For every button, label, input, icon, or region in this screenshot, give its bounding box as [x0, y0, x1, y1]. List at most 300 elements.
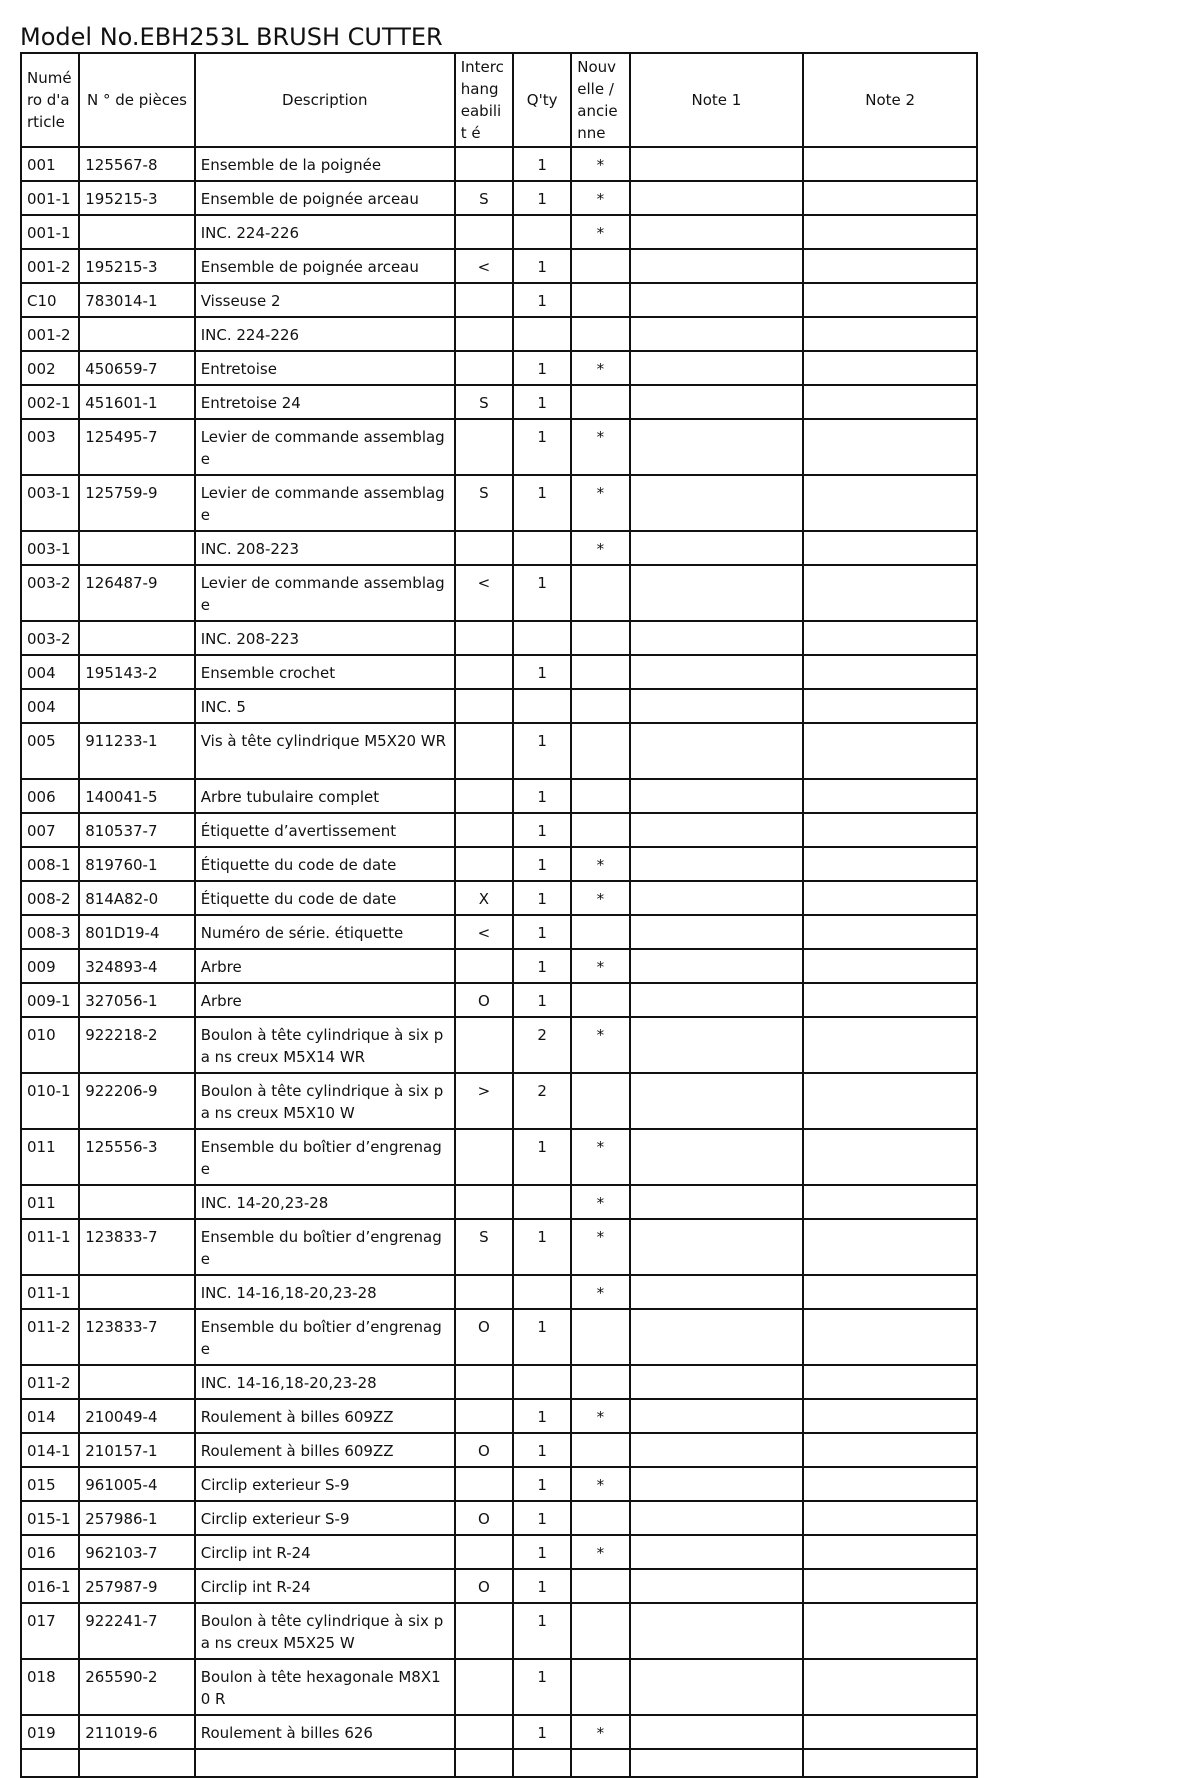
part-number-cell — [79, 1749, 194, 1777]
note-1-cell — [630, 147, 804, 181]
note-2-cell — [803, 847, 977, 881]
note-2-cell — [803, 283, 977, 317]
interchangeability-cell — [455, 779, 513, 813]
part-number-cell: 911233-1 — [79, 723, 194, 779]
description-cell: Ensemble du boîtier d’engrenag e — [195, 1309, 455, 1365]
quantity-cell: 1 — [513, 655, 571, 689]
quantity-cell — [513, 1275, 571, 1309]
part-number-cell: 451601-1 — [79, 385, 194, 419]
description-cell: INC. 14-16,18-20,23-28 — [195, 1275, 455, 1309]
article-number-cell: 016-1 — [21, 1569, 79, 1603]
interchangeability-cell: S — [455, 181, 513, 215]
note-1-cell — [630, 215, 804, 249]
table-row — [21, 1129, 977, 1185]
article-number-cell: 018 — [21, 1659, 79, 1715]
quantity-cell: 1 — [513, 385, 571, 419]
description-cell: Ensemble de la poignée — [195, 147, 455, 181]
part-number-cell: 810537-7 — [79, 813, 194, 847]
new-old-cell — [571, 1749, 629, 1777]
article-number-cell: 001-2 — [21, 317, 79, 351]
note-1-cell — [630, 1219, 804, 1275]
new-old-cell — [571, 283, 629, 317]
note-1-cell — [630, 1275, 804, 1309]
note-2-cell — [803, 949, 977, 983]
part-number-cell — [79, 531, 194, 565]
note-1-cell — [630, 949, 804, 983]
note-1-cell — [630, 565, 804, 621]
description-cell: Vis à tête cylindrique M5X20 WR — [195, 723, 455, 779]
new-old-cell: * — [571, 881, 629, 915]
interchangeability-cell — [455, 655, 513, 689]
new-old-cell: * — [571, 847, 629, 881]
quantity-cell: 1 — [513, 847, 571, 881]
quantity-cell: 2 — [513, 1017, 571, 1073]
quantity-cell: 1 — [513, 983, 571, 1017]
new-old-cell: * — [571, 1535, 629, 1569]
interchangeability-cell — [455, 283, 513, 317]
interchangeability-cell: < — [455, 249, 513, 283]
part-number-cell: 140041-5 — [79, 779, 194, 813]
note-2-cell — [803, 655, 977, 689]
quantity-cell: 1 — [513, 249, 571, 283]
note-2-cell — [803, 1219, 977, 1275]
interchangeability-cell — [455, 1659, 513, 1715]
new-old-cell: * — [571, 419, 629, 475]
note-1-cell — [630, 1017, 804, 1073]
part-number-cell: 125759-9 — [79, 475, 194, 531]
new-old-cell — [571, 1365, 629, 1399]
description-cell: Boulon à tête hexagonale M8X10 R — [195, 1659, 455, 1715]
new-old-cell — [571, 779, 629, 813]
article-number-cell: 003-2 — [21, 565, 79, 621]
new-old-cell: * — [571, 181, 629, 215]
interchangeability-cell: O — [455, 1309, 513, 1365]
interchangeability-cell — [455, 1749, 513, 1777]
quantity-cell: 1 — [513, 915, 571, 949]
note-1-cell — [630, 779, 804, 813]
new-old-cell: * — [571, 1129, 629, 1185]
table-row — [21, 1275, 977, 1309]
part-number-cell: 922241-7 — [79, 1603, 194, 1659]
new-old-cell — [571, 1659, 629, 1715]
new-old-cell — [571, 983, 629, 1017]
note-2-cell — [803, 881, 977, 915]
article-number-cell — [21, 1749, 79, 1777]
description-cell: Boulon à tête cylindrique à six pa ns creux M5X25 W — [195, 1603, 455, 1659]
article-number-cell: 008-1 — [21, 847, 79, 881]
table-row — [21, 1309, 977, 1365]
interchangeability-cell — [455, 847, 513, 881]
table-row — [21, 1535, 977, 1569]
quantity-cell: 1 — [513, 1569, 571, 1603]
new-old-cell: * — [571, 475, 629, 531]
article-number-cell: 001-2 — [21, 249, 79, 283]
quantity-cell — [513, 1365, 571, 1399]
article-number-cell: 011-1 — [21, 1275, 79, 1309]
interchangeability-cell: O — [455, 1569, 513, 1603]
part-number-cell: 257986-1 — [79, 1501, 194, 1535]
description-cell: INC. 14-20,23-28 — [195, 1185, 455, 1219]
note-1-cell — [630, 419, 804, 475]
table-header-row — [21, 53, 977, 147]
article-number-cell: 007 — [21, 813, 79, 847]
quantity-cell — [513, 215, 571, 249]
part-number-cell: 125567-8 — [79, 147, 194, 181]
description-cell: Étiquette d’avertissement — [195, 813, 455, 847]
table-row — [21, 1219, 977, 1275]
quantity-cell — [513, 1749, 571, 1777]
article-number-cell: 011-2 — [21, 1309, 79, 1365]
table-row — [21, 621, 977, 655]
note-1-cell — [630, 1603, 804, 1659]
note-1-cell — [630, 1129, 804, 1185]
page-title: Model No.EBH253L BRUSH CUTTER — [20, 23, 443, 51]
table-row — [21, 1603, 977, 1659]
article-number-cell: 015 — [21, 1467, 79, 1501]
table-row — [21, 1433, 977, 1467]
description-cell: Arbre tubulaire complet — [195, 779, 455, 813]
note-2-cell — [803, 1365, 977, 1399]
table-row — [21, 249, 977, 283]
part-number-cell — [79, 689, 194, 723]
description-cell: Circlip int R-24 — [195, 1569, 455, 1603]
quantity-cell: 1 — [513, 1399, 571, 1433]
table-row — [21, 813, 977, 847]
article-number-cell: 008-2 — [21, 881, 79, 915]
article-number-cell: C10 — [21, 283, 79, 317]
table-row — [21, 147, 977, 181]
article-number-cell: 003-2 — [21, 621, 79, 655]
table-row — [21, 847, 977, 881]
part-number-cell: 922218-2 — [79, 1017, 194, 1073]
table-row — [21, 215, 977, 249]
header-new-old: Nouv elle / ancie nne — [571, 53, 629, 147]
description-cell: Arbre — [195, 983, 455, 1017]
new-old-cell — [571, 723, 629, 779]
note-2-cell — [803, 215, 977, 249]
article-number-cell: 003-1 — [21, 475, 79, 531]
description-cell: Levier de commande assemblag e — [195, 419, 455, 475]
note-1-cell — [630, 655, 804, 689]
note-1-cell — [630, 351, 804, 385]
note-1-cell — [630, 723, 804, 779]
interchangeability-cell — [455, 813, 513, 847]
table-row — [21, 1017, 977, 1073]
note-2-cell — [803, 351, 977, 385]
note-2-cell — [803, 317, 977, 351]
header-quantity: Q'ty — [513, 53, 571, 147]
interchangeability-cell — [455, 1535, 513, 1569]
table-row — [21, 983, 977, 1017]
article-number-cell: 010 — [21, 1017, 79, 1073]
table-row — [21, 655, 977, 689]
article-number-cell: 001-1 — [21, 181, 79, 215]
part-number-cell: 961005-4 — [79, 1467, 194, 1501]
note-1-cell — [630, 689, 804, 723]
article-number-cell: 011-2 — [21, 1365, 79, 1399]
note-1-cell — [630, 847, 804, 881]
note-2-cell — [803, 475, 977, 531]
note-1-cell — [630, 1399, 804, 1433]
article-number-cell: 004 — [21, 655, 79, 689]
interchangeability-cell — [455, 419, 513, 475]
new-old-cell — [571, 621, 629, 655]
part-number-cell — [79, 621, 194, 655]
new-old-cell — [571, 565, 629, 621]
header-part-number: N ° de pièces — [79, 53, 194, 147]
description-cell: INC. 5 — [195, 689, 455, 723]
note-2-cell — [803, 689, 977, 723]
table-row — [21, 351, 977, 385]
quantity-cell: 1 — [513, 1535, 571, 1569]
header-description: Description — [195, 53, 455, 147]
interchangeability-cell: S — [455, 385, 513, 419]
article-number-cell: 014-1 — [21, 1433, 79, 1467]
part-number-cell — [79, 1365, 194, 1399]
part-number-cell: 195215-3 — [79, 249, 194, 283]
table-row — [21, 1073, 977, 1129]
part-number-cell: 783014-1 — [79, 283, 194, 317]
note-1-cell — [630, 1749, 804, 1777]
quantity-cell: 1 — [513, 351, 571, 385]
part-number-cell: 922206-9 — [79, 1073, 194, 1129]
table-row — [21, 915, 977, 949]
note-2-cell — [803, 1501, 977, 1535]
note-2-cell — [803, 723, 977, 779]
part-number-cell: 257987-9 — [79, 1569, 194, 1603]
description-cell: Circlip exterieur S-9 — [195, 1501, 455, 1535]
description-cell: Boulon à tête cylindrique à six pa ns creux M5X14 WR — [195, 1017, 455, 1073]
new-old-cell — [571, 249, 629, 283]
description-cell: Étiquette du code de date — [195, 847, 455, 881]
quantity-cell — [513, 531, 571, 565]
part-number-cell: 962103-7 — [79, 1535, 194, 1569]
article-number-cell: 009-1 — [21, 983, 79, 1017]
note-1-cell — [630, 283, 804, 317]
part-number-cell: 801D19-4 — [79, 915, 194, 949]
note-2-cell — [803, 1399, 977, 1433]
article-number-cell: 002-1 — [21, 385, 79, 419]
quantity-cell: 1 — [513, 181, 571, 215]
note-1-cell — [630, 249, 804, 283]
quantity-cell: 1 — [513, 779, 571, 813]
part-number-cell — [79, 215, 194, 249]
new-old-cell — [571, 655, 629, 689]
note-1-cell — [630, 813, 804, 847]
table-row — [21, 419, 977, 475]
interchangeability-cell — [455, 689, 513, 723]
description-cell: Boulon à tête cylindrique à six pa ns creux M5X10 W — [195, 1073, 455, 1129]
note-2-cell — [803, 1749, 977, 1777]
description-cell: Numéro de série. étiquette — [195, 915, 455, 949]
description-cell: INC. 208-223 — [195, 531, 455, 565]
description-cell: Levier de commande assemblag e — [195, 475, 455, 531]
article-number-cell: 002 — [21, 351, 79, 385]
description-cell: INC. 224-226 — [195, 215, 455, 249]
note-2-cell — [803, 565, 977, 621]
table-row — [21, 317, 977, 351]
table-row — [21, 1749, 977, 1777]
interchangeability-cell — [455, 1017, 513, 1073]
note-1-cell — [630, 475, 804, 531]
table-row — [21, 565, 977, 621]
note-1-cell — [630, 1309, 804, 1365]
interchangeability-cell — [455, 1715, 513, 1749]
new-old-cell: * — [571, 215, 629, 249]
new-old-cell: * — [571, 1185, 629, 1219]
article-number-cell: 016 — [21, 1535, 79, 1569]
table-row — [21, 283, 977, 317]
new-old-cell: * — [571, 949, 629, 983]
new-old-cell: * — [571, 1715, 629, 1749]
part-number-cell: 327056-1 — [79, 983, 194, 1017]
new-old-cell — [571, 1603, 629, 1659]
note-2-cell — [803, 385, 977, 419]
article-number-cell: 011 — [21, 1129, 79, 1185]
note-1-cell — [630, 881, 804, 915]
interchangeability-cell: > — [455, 1073, 513, 1129]
new-old-cell: * — [571, 1219, 629, 1275]
article-number-cell: 014 — [21, 1399, 79, 1433]
quantity-cell — [513, 1185, 571, 1219]
note-2-cell — [803, 1129, 977, 1185]
article-number-cell: 015-1 — [21, 1501, 79, 1535]
interchangeability-cell — [455, 1185, 513, 1219]
table-row — [21, 1715, 977, 1749]
article-number-cell: 003-1 — [21, 531, 79, 565]
quantity-cell: 1 — [513, 475, 571, 531]
note-2-cell — [803, 1659, 977, 1715]
part-number-cell: 125495-7 — [79, 419, 194, 475]
new-old-cell: * — [571, 1467, 629, 1501]
part-number-cell: 123833-7 — [79, 1219, 194, 1275]
quantity-cell: 1 — [513, 949, 571, 983]
interchangeability-cell — [455, 1365, 513, 1399]
quantity-cell: 1 — [513, 283, 571, 317]
description-cell — [195, 1749, 455, 1777]
parts-table — [20, 52, 978, 1778]
new-old-cell — [571, 1073, 629, 1129]
article-number-cell: 010-1 — [21, 1073, 79, 1129]
interchangeability-cell — [455, 723, 513, 779]
article-number-cell: 017 — [21, 1603, 79, 1659]
note-2-cell — [803, 1275, 977, 1309]
interchangeability-cell — [455, 949, 513, 983]
part-number-cell: 324893-4 — [79, 949, 194, 983]
description-cell: Ensemble du boîtier d’engrenag e — [195, 1219, 455, 1275]
part-number-cell: 265590-2 — [79, 1659, 194, 1715]
new-old-cell — [571, 1569, 629, 1603]
table-row — [21, 475, 977, 531]
part-number-cell: 195215-3 — [79, 181, 194, 215]
new-old-cell — [571, 317, 629, 351]
note-1-cell — [630, 1467, 804, 1501]
new-old-cell — [571, 1309, 629, 1365]
note-2-cell — [803, 779, 977, 813]
description-cell: Ensemble de poignée arceau — [195, 249, 455, 283]
note-1-cell — [630, 1535, 804, 1569]
note-2-cell — [803, 621, 977, 655]
description-cell: Entretoise — [195, 351, 455, 385]
article-number-cell: 004 — [21, 689, 79, 723]
note-1-cell — [630, 983, 804, 1017]
description-cell: INC. 208-223 — [195, 621, 455, 655]
quantity-cell: 1 — [513, 881, 571, 915]
article-number-cell: 019 — [21, 1715, 79, 1749]
note-1-cell — [630, 1185, 804, 1219]
table-row — [21, 385, 977, 419]
quantity-cell: 1 — [513, 1467, 571, 1501]
note-2-cell — [803, 983, 977, 1017]
note-2-cell — [803, 1569, 977, 1603]
part-number-cell — [79, 1275, 194, 1309]
part-number-cell: 210049-4 — [79, 1399, 194, 1433]
part-number-cell: 123833-7 — [79, 1309, 194, 1365]
note-1-cell — [630, 1569, 804, 1603]
interchangeability-cell: < — [455, 915, 513, 949]
table-row — [21, 1365, 977, 1399]
header-note-1: Note 1 — [630, 53, 804, 147]
interchangeability-cell — [455, 531, 513, 565]
new-old-cell: * — [571, 351, 629, 385]
interchangeability-cell — [455, 147, 513, 181]
new-old-cell: * — [571, 1275, 629, 1309]
interchangeability-cell — [455, 215, 513, 249]
interchangeability-cell — [455, 1603, 513, 1659]
interchangeability-cell: < — [455, 565, 513, 621]
new-old-cell: * — [571, 1017, 629, 1073]
note-2-cell — [803, 1433, 977, 1467]
table-row — [21, 689, 977, 723]
new-old-cell — [571, 813, 629, 847]
quantity-cell: 2 — [513, 1073, 571, 1129]
description-cell: Roulement à billes 609ZZ — [195, 1399, 455, 1433]
new-old-cell — [571, 1433, 629, 1467]
interchangeability-cell: O — [455, 983, 513, 1017]
table-row — [21, 949, 977, 983]
new-old-cell: * — [571, 147, 629, 181]
note-2-cell — [803, 1309, 977, 1365]
note-1-cell — [630, 915, 804, 949]
header-note-2: Note 2 — [803, 53, 977, 147]
part-number-cell: 210157-1 — [79, 1433, 194, 1467]
interchangeability-cell — [455, 1467, 513, 1501]
quantity-cell: 1 — [513, 1501, 571, 1535]
note-1-cell — [630, 621, 804, 655]
table-row — [21, 1659, 977, 1715]
article-number-cell: 011 — [21, 1185, 79, 1219]
quantity-cell: 1 — [513, 419, 571, 475]
part-number-cell: 126487-9 — [79, 565, 194, 621]
note-2-cell — [803, 181, 977, 215]
part-number-cell: 814A82-0 — [79, 881, 194, 915]
quantity-cell: 1 — [513, 813, 571, 847]
part-number-cell — [79, 317, 194, 351]
note-2-cell — [803, 531, 977, 565]
part-number-cell: 125556-3 — [79, 1129, 194, 1185]
quantity-cell — [513, 317, 571, 351]
article-number-cell: 003 — [21, 419, 79, 475]
new-old-cell: * — [571, 1399, 629, 1433]
article-number-cell: 001 — [21, 147, 79, 181]
header-article-number: Numé ro d'a rticle — [21, 53, 79, 147]
table-row — [21, 1467, 977, 1501]
note-2-cell — [803, 249, 977, 283]
interchangeability-cell: S — [455, 1219, 513, 1275]
table-row — [21, 1501, 977, 1535]
description-cell: Ensemble crochet — [195, 655, 455, 689]
parts-table-body — [21, 147, 977, 1777]
